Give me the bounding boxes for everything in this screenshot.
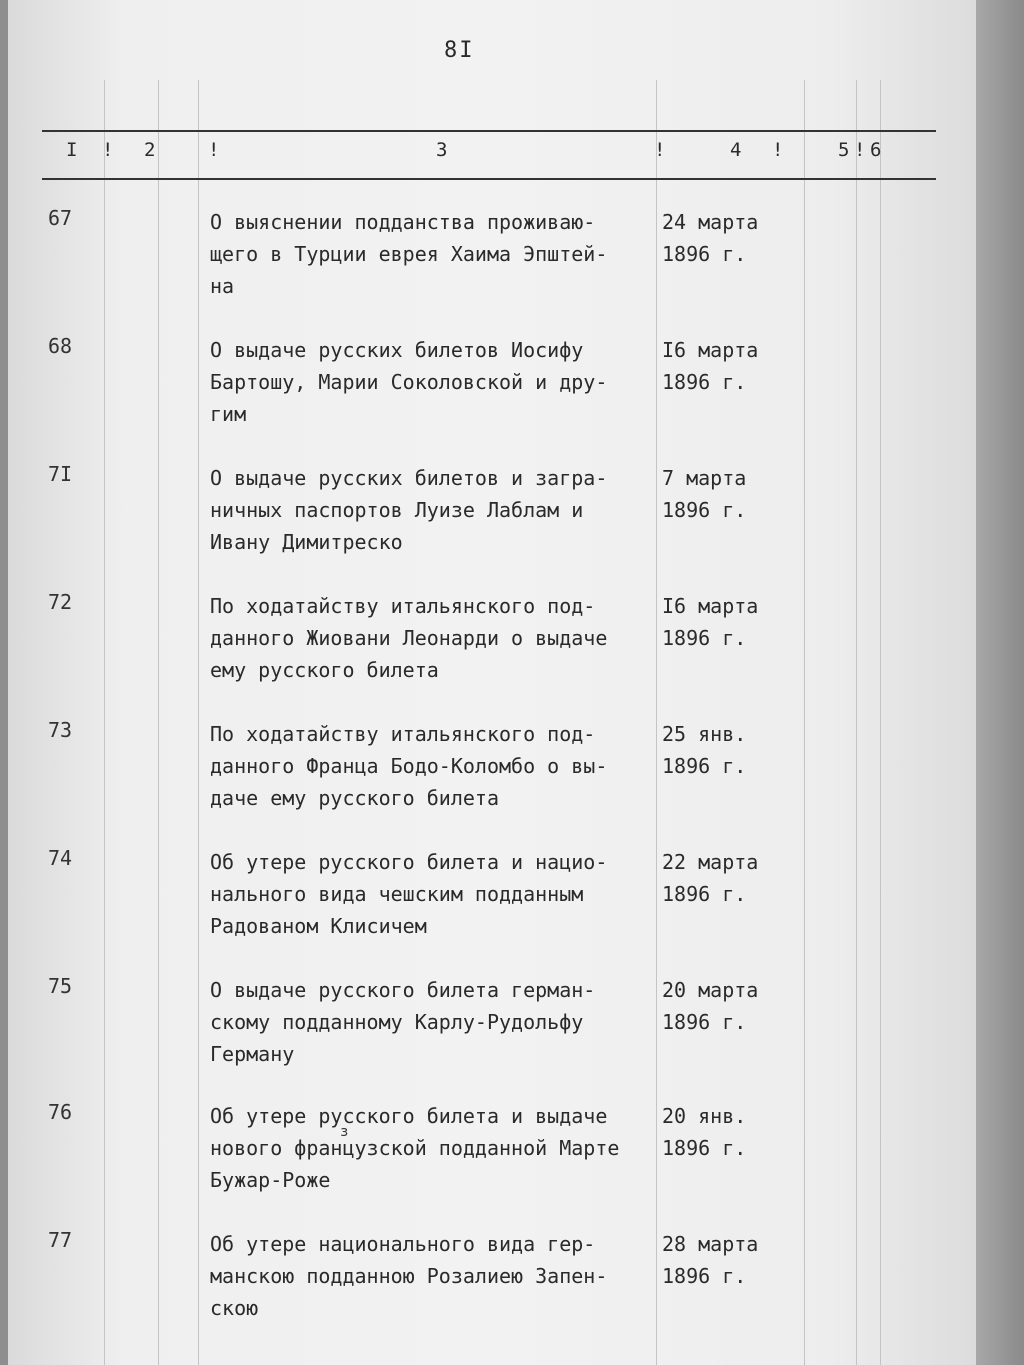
entry-description: Об утере русского билета и нацио- нального вида чешским подданным Радованом Клисичем <box>210 850 608 938</box>
entry-description: Об утере национального вида гер- манскою подданною Розалиею Запен- скою <box>210 1232 608 1320</box>
entry-number: 7I <box>48 462 73 486</box>
header-separator: ! <box>208 139 221 161</box>
header-separator: ! <box>654 139 667 161</box>
entry-number: 76 <box>48 1100 73 1124</box>
header-col-1: I <box>66 139 79 161</box>
entry-date: 28 марта 1896 г. <box>662 1232 759 1288</box>
column-divider <box>158 80 159 1365</box>
column-divider <box>104 80 105 1365</box>
entry-description: О выдаче русского билета герман- скому подданному Карлу-Рудольфу Герману <box>210 978 596 1066</box>
header-top-rule <box>42 130 936 132</box>
entry-number: 68 <box>48 334 73 358</box>
entry-description: О выяснении подданства проживаю- щего в Турции еврея Хаима Эпштей- на <box>210 210 608 298</box>
entry-number: 73 <box>48 718 73 742</box>
entry-description: О выдаче русских билетов и загра- ничных паспортов Луизе Лаблам и Ивану Димитреско <box>210 466 608 554</box>
entry-date: 22 марта 1896 г. <box>662 850 759 906</box>
entry-date: 20 марта 1896 г. <box>662 978 759 1034</box>
entry-description: Об утере русского билета и выдаче нового французской подданной Марте Бужар-Роже <box>210 1104 620 1192</box>
header-bottom-rule <box>42 178 936 180</box>
header-col-4: 4 <box>730 139 743 161</box>
entry-date: 20 янв. 1896 г. <box>662 1104 747 1160</box>
handwritten-mark: з <box>340 1124 349 1140</box>
entry-date: 25 янв. 1896 г. <box>662 722 747 778</box>
header-col-3: 3 <box>436 139 449 161</box>
header-col-2: 2 <box>144 139 157 161</box>
entry-number: 74 <box>48 846 73 870</box>
column-divider <box>198 80 199 1365</box>
entry-description: По ходатайству итальянского под- данного Франца Бодо-Коломбо о вы- даче ему русского билета <box>210 722 608 810</box>
column-divider <box>880 80 881 1365</box>
entry-number: 77 <box>48 1228 73 1252</box>
entry-number: 72 <box>48 590 73 614</box>
entry-number: 75 <box>48 974 73 998</box>
entry-date: I6 марта 1896 г. <box>662 338 759 394</box>
entry-number: 67 <box>48 206 73 230</box>
entry-description: По ходатайству итальянского под- данного Жиовани Леонарди о выдаче ему русского билета <box>210 594 608 682</box>
entry-description: О выдаче русских билетов Иосифу Бартошу, Марии Соколовской и дру- гим <box>210 338 608 426</box>
entry-date: 7 марта 1896 г. <box>662 466 747 522</box>
header-col-6: 6 <box>870 139 883 161</box>
header-col-5: 5 <box>838 139 851 161</box>
header-separator: ! <box>772 139 785 161</box>
column-divider <box>804 80 805 1365</box>
entry-date: I6 марта 1896 г. <box>662 594 759 650</box>
entry-date: 24 марта 1896 г. <box>662 210 759 266</box>
document-page <box>8 0 976 1365</box>
header-separator: ! <box>854 139 867 161</box>
column-divider <box>856 80 857 1365</box>
page-edge <box>976 0 1024 1365</box>
header-separator: ! <box>102 139 115 161</box>
page-number: 8I <box>444 38 475 63</box>
